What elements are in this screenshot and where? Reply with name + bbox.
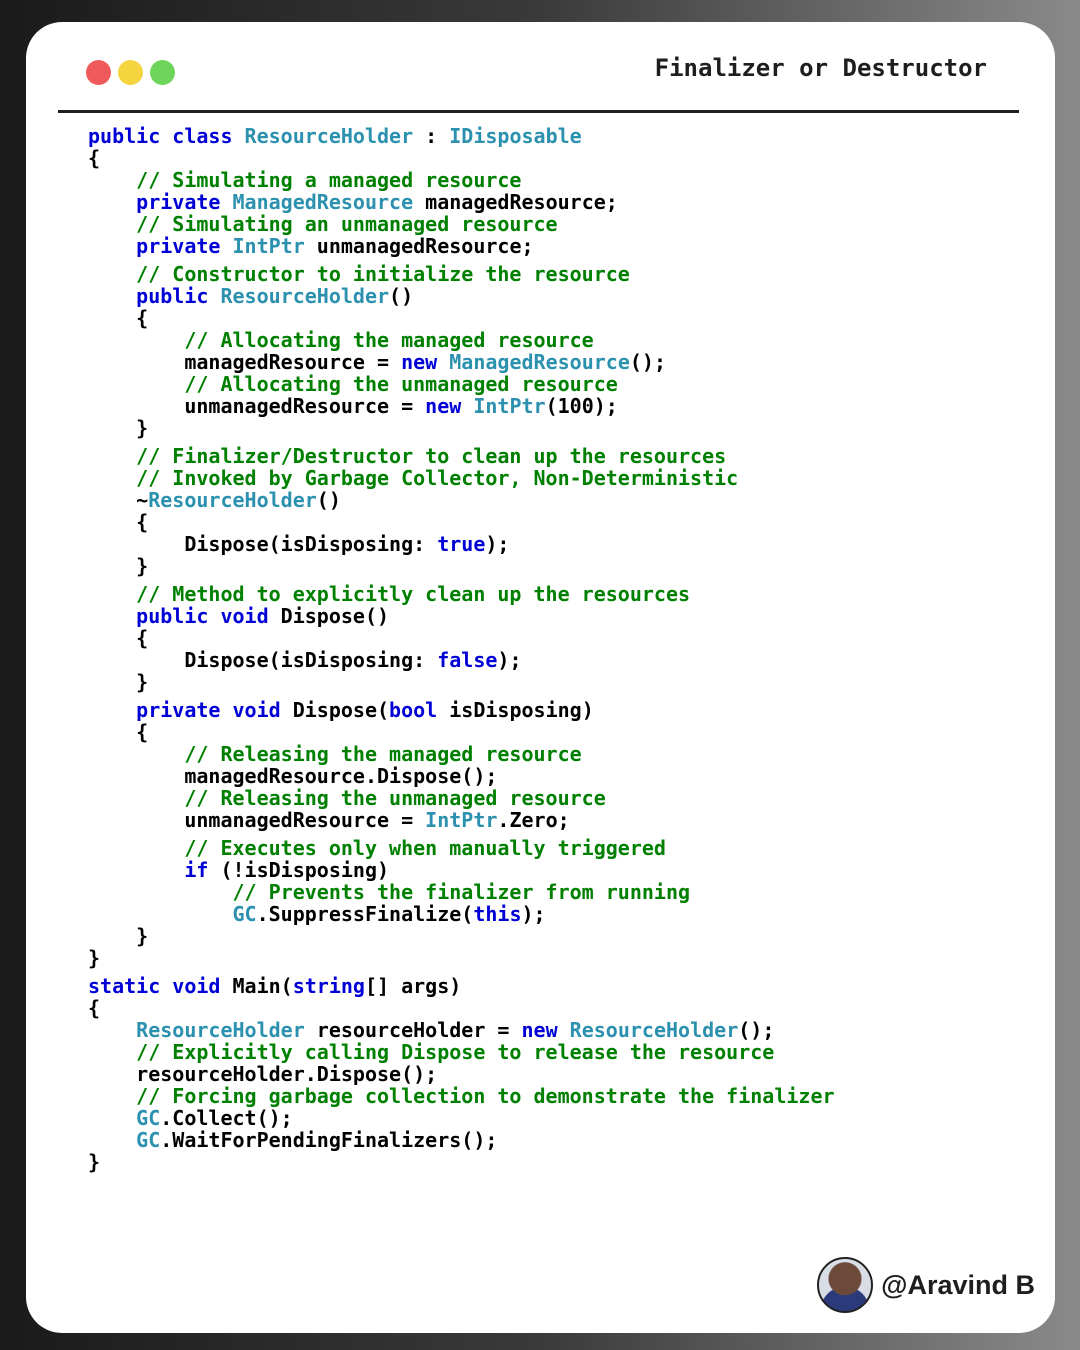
code-token: // Explicitly calling Dispose to release the resource <box>88 1040 775 1064</box>
code-token: unmanagedResource = <box>88 808 426 832</box>
code-line <box>88 903 835 925</box>
code-token: { <box>88 626 149 650</box>
code-line <box>88 445 835 467</box>
code-token: GC <box>88 902 257 926</box>
code-line <box>88 511 835 533</box>
code-token: } <box>88 1150 101 1174</box>
code-token: Dispose(isDisposing: <box>88 532 438 556</box>
code-line <box>88 925 835 947</box>
code-token: IntPtr <box>425 808 498 832</box>
code-token: ManagedResource <box>449 350 630 374</box>
code-token: // Constructor to initialize the resource <box>88 262 630 286</box>
code-token: resourceHolder.Dispose(); <box>88 1062 438 1086</box>
code-token: .WaitForPendingFinalizers(); <box>160 1128 498 1152</box>
code-line <box>88 285 835 307</box>
code-token: true <box>437 532 486 556</box>
code-token: ); <box>521 902 546 926</box>
minimize-dot-icon[interactable] <box>118 60 143 85</box>
code-token: // Releasing the managed resource <box>88 742 582 766</box>
code-token: private <box>88 190 233 214</box>
code-line <box>88 417 835 439</box>
code-line <box>88 605 835 627</box>
code-token: Dispose() <box>280 604 390 628</box>
code-line <box>88 671 835 693</box>
code-line <box>88 373 835 395</box>
code-token: [] args) <box>364 974 462 998</box>
code-token: .SuppressFinalize( <box>256 902 474 926</box>
code-token: ResourceHolder <box>88 1018 305 1042</box>
code-token: GC <box>88 1106 161 1130</box>
code-token: } <box>88 670 149 694</box>
code-token: // Simulating an unmanaged resource <box>88 212 558 236</box>
code-token: if <box>88 858 209 882</box>
code-token: .Collect(); <box>160 1106 293 1130</box>
code-token: new <box>425 394 474 418</box>
code-line <box>88 837 835 859</box>
code-line <box>88 627 835 649</box>
code-token: private void <box>88 698 293 722</box>
code-token: () <box>389 284 414 308</box>
header-divider <box>58 110 1019 113</box>
code-token: bool <box>389 698 438 722</box>
code-line <box>88 467 835 489</box>
author-badge <box>817 1257 1035 1313</box>
code-line <box>88 1041 835 1063</box>
code-token: new <box>401 350 450 374</box>
person-avatar-icon <box>817 1257 873 1313</box>
code-block <box>88 125 835 1173</box>
code-line <box>88 1129 835 1151</box>
close-dot-icon[interactable] <box>86 60 111 85</box>
window-controls <box>86 60 175 85</box>
maximize-dot-icon[interactable] <box>150 60 175 85</box>
code-token: public class <box>88 124 245 148</box>
code-token: // Releasing the unmanaged resource <box>88 786 606 810</box>
code-token: public <box>88 284 221 308</box>
code-token: // Allocating the managed resource <box>88 328 594 352</box>
code-token: // Allocating the unmanaged resource <box>88 372 618 396</box>
code-line <box>88 1107 835 1129</box>
code-token: Main( <box>232 974 293 998</box>
code-token: // Forcing garbage collection to demonstrate the finalizer <box>88 1084 835 1108</box>
code-token: () <box>316 488 341 512</box>
code-line <box>88 307 835 329</box>
code-token: ~ <box>88 488 149 512</box>
code-token: // Prevents the finalizer from running <box>88 880 691 904</box>
code-line <box>88 975 835 997</box>
code-line <box>88 147 835 169</box>
code-token: public void <box>88 604 281 628</box>
code-line <box>88 787 835 809</box>
author-handle: @Aravind B <box>881 1269 1035 1300</box>
code-line <box>88 489 835 511</box>
code-line <box>88 1019 835 1041</box>
code-token: IntPtr <box>232 234 305 258</box>
code-line <box>88 213 835 235</box>
code-token: // Executes only when manually triggered <box>88 836 666 860</box>
code-line <box>88 329 835 351</box>
code-token: (!isDisposing) <box>208 858 390 882</box>
code-card <box>26 22 1055 1333</box>
code-token: unmanagedResource; <box>304 234 534 258</box>
code-token: // Finalizer/Destructor to clean up the resources <box>88 444 727 468</box>
code-line <box>88 533 835 555</box>
code-line <box>88 1151 835 1173</box>
code-line <box>88 743 835 765</box>
code-token: private <box>88 234 233 258</box>
code-token: IntPtr <box>473 394 546 418</box>
code-token: { <box>88 146 101 170</box>
code-line <box>88 555 835 577</box>
code-token: new <box>521 1018 570 1042</box>
code-token: { <box>88 306 149 330</box>
code-token: ResourceHolder <box>244 124 414 148</box>
code-token: ); <box>485 532 510 556</box>
code-token: // Simulating a managed resource <box>88 168 522 192</box>
code-token: (); <box>738 1018 775 1042</box>
code-token: ); <box>497 648 522 672</box>
code-token: // Method to explicitly clean up the resources <box>88 582 691 606</box>
code-token: } <box>88 416 149 440</box>
code-token: GC <box>88 1128 161 1152</box>
window-title: Finalizer or Destructor <box>654 54 987 82</box>
code-token: } <box>88 946 101 970</box>
code-line <box>88 699 835 721</box>
code-token: IDisposable <box>449 124 582 148</box>
code-line <box>88 395 835 417</box>
code-token: managedResource.Dispose(); <box>88 764 498 788</box>
code-line <box>88 649 835 671</box>
code-token: string <box>292 974 365 998</box>
code-token: managedResource = <box>88 350 402 374</box>
code-token: } <box>88 554 149 578</box>
code-token: ResourceHolder <box>148 488 317 512</box>
code-line <box>88 1085 835 1107</box>
code-token: : <box>413 124 450 148</box>
code-line <box>88 947 835 969</box>
code-token: static void <box>88 974 233 998</box>
code-token: unmanagedResource = <box>88 394 426 418</box>
code-token: managedResource; <box>413 190 618 214</box>
code-token: .Zero; <box>497 808 570 832</box>
code-line <box>88 235 835 257</box>
code-line <box>88 765 835 787</box>
code-token: { <box>88 720 149 744</box>
code-token: isDisposing) <box>437 698 594 722</box>
code-line <box>88 997 835 1019</box>
code-token: // Invoked by Garbage Collector, Non-Deterministic <box>88 466 739 490</box>
code-line <box>88 859 835 881</box>
code-token: { <box>88 996 101 1020</box>
code-token: } <box>88 924 149 948</box>
code-token: Dispose(isDisposing: <box>88 648 438 672</box>
code-line <box>88 263 835 285</box>
code-token: ResourceHolder <box>220 284 390 308</box>
code-line <box>88 809 835 831</box>
code-line <box>88 351 835 373</box>
code-line <box>88 721 835 743</box>
code-line <box>88 583 835 605</box>
code-token: Dispose( <box>292 698 390 722</box>
code-line <box>88 169 835 191</box>
code-line <box>88 881 835 903</box>
code-token: false <box>437 648 498 672</box>
code-token: this <box>473 902 522 926</box>
code-token: ResourceHolder <box>569 1018 739 1042</box>
code-token: (); <box>629 350 666 374</box>
code-token: ManagedResource <box>232 190 414 214</box>
code-token: { <box>88 510 149 534</box>
code-token: (100); <box>545 394 618 418</box>
code-line <box>88 1063 835 1085</box>
code-token: resourceHolder = <box>304 1018 522 1042</box>
code-line <box>88 191 835 213</box>
code-line <box>88 125 835 147</box>
